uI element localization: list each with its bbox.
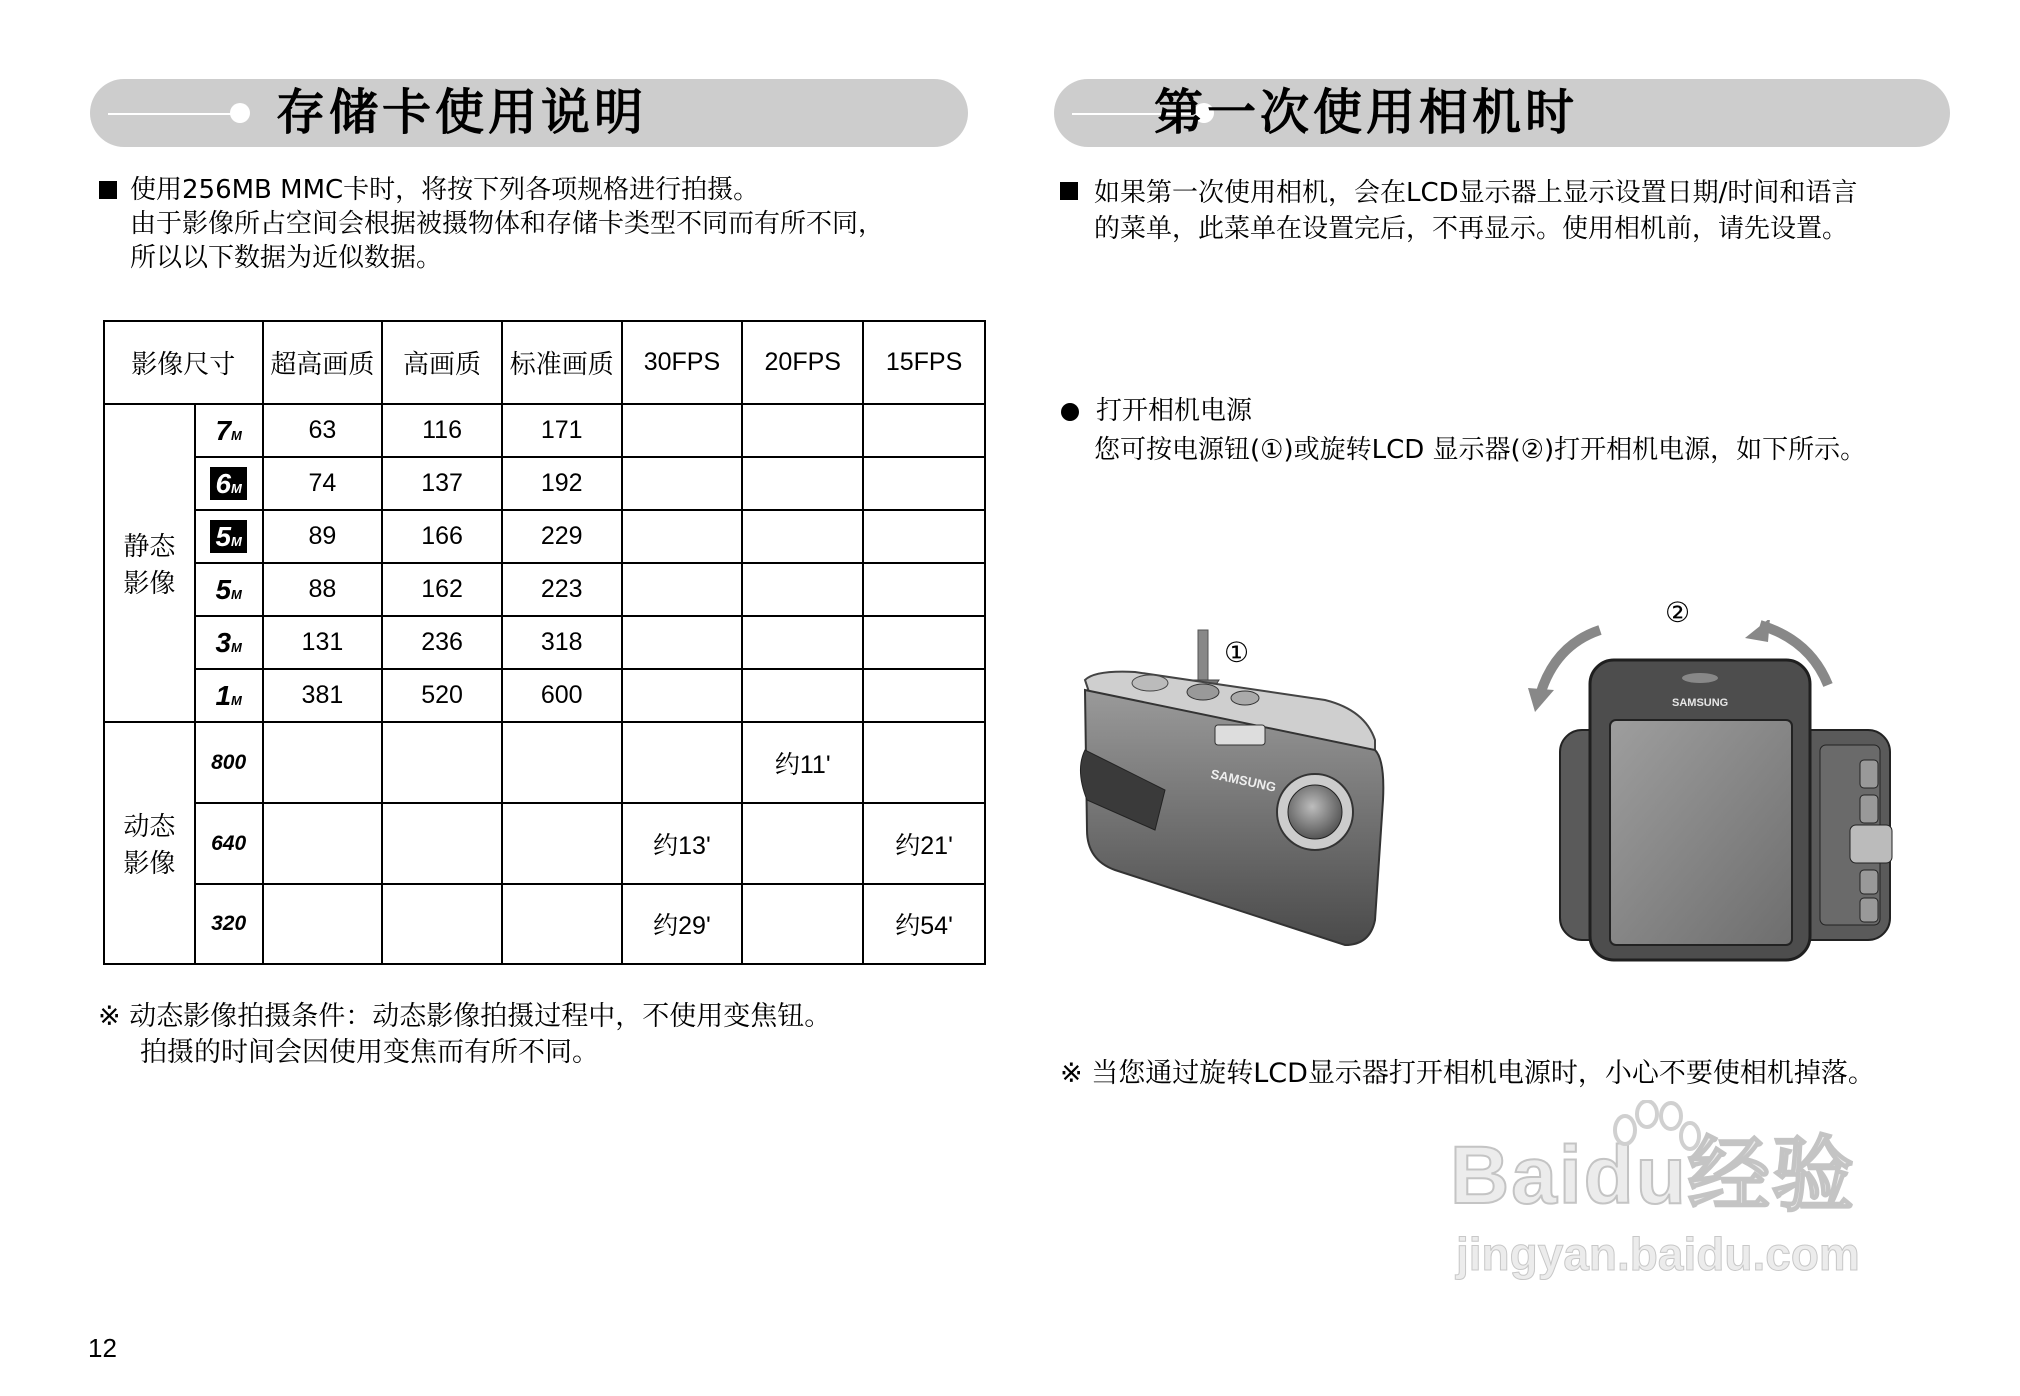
table-row (104, 457, 985, 510)
banner-line (108, 113, 238, 115)
table-cell (263, 722, 383, 803)
table-cell (622, 616, 743, 669)
table-row (104, 884, 985, 964)
still-image-label (104, 404, 195, 722)
table-cell (863, 669, 985, 722)
callout-2: ② (1665, 596, 1691, 629)
table-cell: 318 (502, 616, 622, 669)
bullet-dot (1061, 403, 1079, 421)
resolution-3m-icon: 3M (195, 616, 263, 669)
table-cell (622, 563, 743, 616)
page-number: 12 (88, 1333, 117, 1363)
movie-label-line-2: 影像 (123, 849, 176, 879)
left-intro-line-2: 由于影像所占空间会根据被摄物体和存储卡类型不同而有所不同， (130, 209, 885, 239)
watermark-url: jingyan.baidu.com (1456, 1228, 1860, 1280)
table-cell: 166 (382, 510, 502, 563)
table-cell: 381 (263, 669, 383, 722)
table-cell (742, 884, 863, 964)
table-cell (382, 803, 502, 884)
paw-logo-icon (1605, 1100, 1705, 1210)
table-cell (863, 616, 985, 669)
callout-1: ① (1224, 636, 1250, 669)
right-intro-line-1: 如果第一次使用相机，会在LCD显示器上显示设置日期/时间和语言 (1094, 178, 1858, 208)
right-intro-line-2: 的菜单，此菜单在设置完后，不再显示。使用相机前，请先设置。 (1094, 214, 1849, 244)
table-cell: 520 (382, 669, 502, 722)
resolution-1m-icon: 1M (195, 669, 263, 722)
table-cell (622, 457, 743, 510)
resolution-5m-wide-icon: 5M (195, 510, 263, 563)
table-cell (742, 457, 863, 510)
power-instructions: 您可按电源钮(①)或旋转LCD 显示器(②)打开相机电源，如下所示。 (1094, 435, 1867, 465)
movie-label (104, 722, 195, 964)
table-cell (502, 884, 622, 964)
table-cell (622, 722, 743, 803)
power-heading: 打开相机电源 (1096, 396, 1253, 426)
table-cell: 236 (382, 616, 502, 669)
table-cell: 约29' (622, 884, 743, 964)
table-cell (622, 510, 743, 563)
resolution-6m-icon: 6M (195, 457, 263, 510)
table-cell (863, 510, 985, 563)
table-cell (742, 616, 863, 669)
left-note-line-2: 拍摄的时间会因使用变焦而有所不同。 (140, 1037, 599, 1068)
table-cell (742, 803, 863, 884)
camera-power-button-illustration (1075, 600, 1455, 960)
table-cell (622, 669, 743, 722)
movie-label-line-1: 动态 (123, 812, 176, 842)
table-cell (742, 563, 863, 616)
camera-brand-label: SAMSUNG (1209, 766, 1278, 795)
right-title-banner (1054, 79, 1950, 147)
resolution-7m-icon: 7M (195, 404, 263, 457)
table-cell: 约11' (742, 722, 863, 803)
table-row (104, 803, 985, 884)
bullet-square (1060, 182, 1078, 200)
table-cell (502, 722, 622, 803)
header-normal: 标准画质 (502, 321, 622, 404)
table-cell: 192 (502, 457, 622, 510)
table-cell: 171 (502, 404, 622, 457)
movie-size-320: 320 (195, 884, 263, 964)
table-cell (263, 803, 383, 884)
movie-size-640: 640 (195, 803, 263, 884)
table-cell: 约54' (863, 884, 985, 964)
bullet-square (99, 181, 117, 199)
left-page-title: 存储卡使用说明 (276, 84, 648, 141)
table-cell: 约21' (863, 803, 985, 884)
table-cell: 88 (263, 563, 383, 616)
table-cell (742, 510, 863, 563)
table-cell (263, 884, 383, 964)
table-header-row (104, 321, 985, 404)
header-image-size: 影像尺寸 (104, 321, 263, 404)
left-note-line-1: ※ 动态影像拍摄条件：动态影像拍摄过程中，不使用变焦钮。 (98, 1001, 832, 1032)
table-cell: 223 (502, 563, 622, 616)
table-cell (382, 884, 502, 964)
table-cell: 116 (382, 404, 502, 457)
header-super-fine: 超高画质 (263, 321, 383, 404)
table-row (104, 669, 985, 722)
table-row (104, 616, 985, 669)
table-cell: 600 (502, 669, 622, 722)
table-cell: 162 (382, 563, 502, 616)
table-cell: 131 (263, 616, 383, 669)
table-cell (742, 404, 863, 457)
table-cell: 89 (263, 510, 383, 563)
header-15fps: 15FPS (863, 321, 985, 404)
table-cell: 229 (502, 510, 622, 563)
table-cell: 约13' (622, 803, 743, 884)
left-intro-line-3: 所以以下数据为近似数据。 (130, 243, 443, 273)
table-cell (863, 563, 985, 616)
left-intro-line-1: 使用256MB MMC卡时，将按下列各项规格进行拍摄。 (130, 175, 760, 205)
movie-size-800: 800 (195, 722, 263, 803)
table-cell (863, 722, 985, 803)
right-page-title: 第一次使用相机时 (1154, 84, 1579, 141)
lcd-brand-label: SAMSUNG (1672, 697, 1729, 709)
table-cell (742, 669, 863, 722)
table-row (104, 722, 985, 803)
table-cell (622, 404, 743, 457)
table-row (104, 510, 985, 563)
table-cell: 74 (263, 457, 383, 510)
table-row (104, 563, 985, 616)
table-row (104, 404, 985, 457)
banner-dot (230, 103, 250, 123)
watermark-brand: Baidu经验 (1450, 1130, 1856, 1221)
table-cell (863, 404, 985, 457)
header-30fps: 30FPS (622, 321, 743, 404)
header-20fps: 20FPS (742, 321, 863, 404)
rotate-lcd-illustration (1520, 620, 1940, 965)
right-note: ※ 当您通过旋转LCD显示器打开相机电源时，小心不要使相机掉落。 (1060, 1058, 1875, 1089)
storage-capacity-table (103, 320, 986, 965)
table-cell (863, 457, 985, 510)
still-label-line-2: 影像 (123, 569, 176, 599)
header-fine: 高画质 (382, 321, 502, 404)
table-cell: 137 (382, 457, 502, 510)
table-cell: 63 (263, 404, 383, 457)
table-cell (382, 722, 502, 803)
still-label-line-1: 静态 (123, 532, 176, 562)
resolution-5m-icon: 5M (195, 563, 263, 616)
left-title-banner (90, 79, 968, 147)
table-cell (502, 803, 622, 884)
